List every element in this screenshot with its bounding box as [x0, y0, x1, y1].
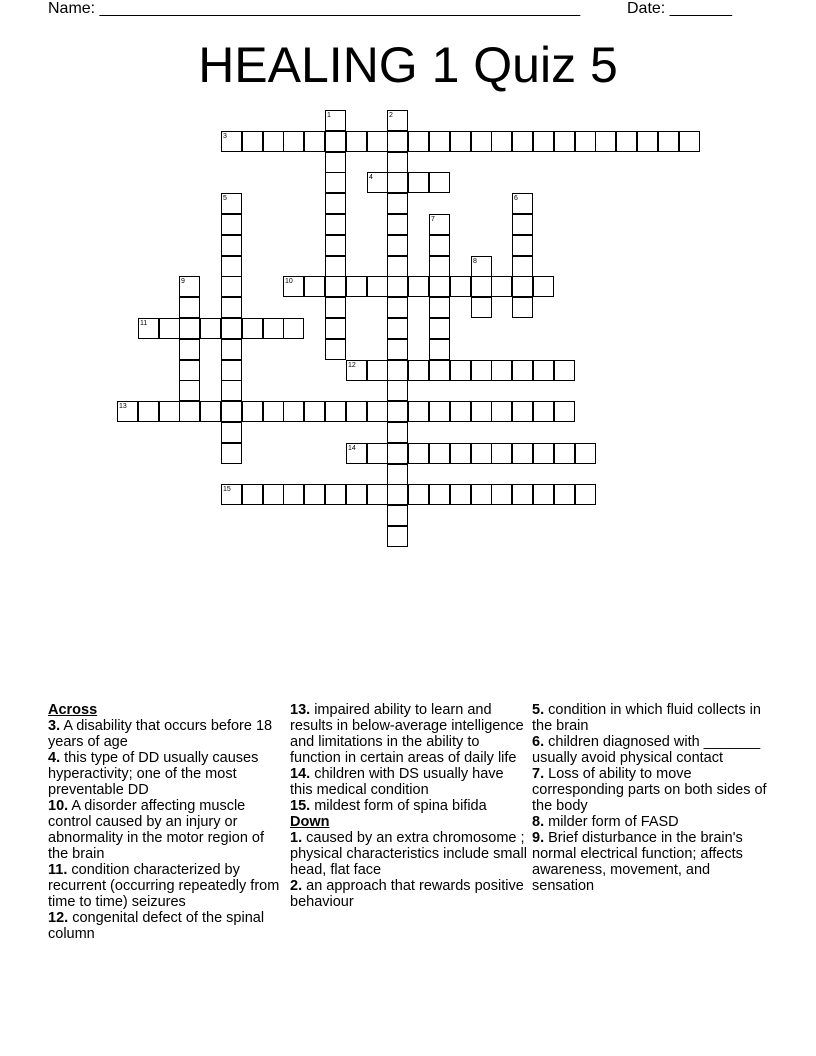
down-clue-5: 5. condition in which fluid collects in the brain: [532, 702, 761, 734]
grid-cell[interactable]: [325, 484, 346, 505]
clue-number: 2: [389, 112, 393, 119]
grid-cell[interactable]: [325, 297, 346, 318]
grid-cell[interactable]: [387, 505, 408, 526]
clue-number: 11: [140, 320, 148, 327]
grid-cell[interactable]: [325, 256, 346, 277]
grid-cell[interactable]: [221, 131, 242, 152]
grid-cell[interactable]: [221, 276, 242, 297]
grid-cell[interactable]: [429, 484, 450, 505]
grid-cell[interactable]: [471, 401, 492, 422]
grid-cell[interactable]: [471, 484, 492, 505]
grid-cell[interactable]: [179, 318, 200, 339]
across-clue-14: 14. children with DS usually have this medical condition: [290, 766, 504, 798]
grid-cell[interactable]: [471, 360, 492, 381]
grid-cell[interactable]: [533, 401, 554, 422]
grid-cell[interactable]: [429, 235, 450, 256]
grid-cell[interactable]: [408, 360, 429, 381]
grid-cell[interactable]: [387, 172, 408, 193]
grid-cell[interactable]: [242, 484, 263, 505]
clue-number: 6: [514, 195, 518, 202]
grid-cell[interactable]: [554, 484, 575, 505]
grid-cell[interactable]: [221, 214, 242, 235]
grid-cell[interactable]: [200, 318, 221, 339]
grid-cell[interactable]: [450, 401, 471, 422]
grid-cell[interactable]: [325, 318, 346, 339]
grid-cell[interactable]: [554, 131, 575, 152]
grid-cell[interactable]: [616, 131, 637, 152]
grid-cell[interactable]: [533, 276, 554, 297]
grid-cell[interactable]: [387, 464, 408, 485]
grid-cell[interactable]: [429, 339, 450, 360]
grid-cell[interactable]: [221, 422, 242, 443]
grid-cell[interactable]: [387, 401, 408, 422]
grid-cell[interactable]: [408, 401, 429, 422]
grid-cell[interactable]: [429, 276, 450, 297]
grid-cell[interactable]: [575, 484, 596, 505]
clues-column-2: [290, 702, 528, 910]
grid-cell[interactable]: [387, 152, 408, 173]
date-field[interactable]: Date: _______: [627, 0, 732, 17]
grid-cell[interactable]: [263, 318, 284, 339]
grid-cell[interactable]: [304, 401, 325, 422]
grid-cell[interactable]: [367, 360, 388, 381]
grid-cell[interactable]: [450, 131, 471, 152]
grid-cell[interactable]: [429, 256, 450, 277]
clue-number: 9: [181, 278, 185, 285]
grid-cell[interactable]: [367, 401, 388, 422]
grid-cell[interactable]: [512, 297, 533, 318]
grid-cell[interactable]: [346, 401, 367, 422]
grid-cell[interactable]: [325, 172, 346, 193]
across-clue-13: 13. impaired ability to learn and results in below-average intelligence and limitations in the ability to function in certain areas of daily life: [290, 702, 524, 766]
grid-cell[interactable]: [346, 131, 367, 152]
grid-cell[interactable]: [408, 131, 429, 152]
across-clue-10: 10. A disorder affecting muscle control caused by an injury or abnormality in the motor region of the brain: [48, 798, 264, 862]
down-heading: Down: [290, 814, 330, 830]
grid-cell[interactable]: [512, 235, 533, 256]
grid-cell[interactable]: [304, 484, 325, 505]
grid-cell[interactable]: [387, 443, 408, 464]
grid-cell[interactable]: [221, 443, 242, 464]
grid-cell[interactable]: [471, 276, 492, 297]
grid-cell[interactable]: [387, 360, 408, 381]
clue-number: 1: [327, 112, 331, 119]
across-clue-4: 4. this type of DD usually causes hyperactivity; one of the most preventable DD: [48, 750, 259, 798]
grid-cell[interactable]: [533, 131, 554, 152]
across-clue-3: 3. A disability that occurs before 18 years of age: [48, 718, 273, 750]
grid-cell[interactable]: [512, 131, 533, 152]
grid-cell[interactable]: [387, 380, 408, 401]
grid-cell[interactable]: [554, 401, 575, 422]
grid-cell[interactable]: [283, 131, 304, 152]
grid-cell[interactable]: [221, 193, 242, 214]
page-title: HEALING 1 Quiz 5: [198, 37, 618, 93]
grid-cell[interactable]: [387, 256, 408, 277]
grid-cell[interactable]: [450, 276, 471, 297]
clue-number: 4: [369, 174, 373, 181]
grid-cell[interactable]: [491, 276, 512, 297]
grid-cell[interactable]: [429, 214, 450, 235]
grid-cell[interactable]: [512, 401, 533, 422]
grid-cell[interactable]: [179, 360, 200, 381]
grid-cell[interactable]: [512, 256, 533, 277]
grid-cell[interactable]: [387, 526, 408, 547]
grid-cell[interactable]: [450, 484, 471, 505]
grid-cell[interactable]: [387, 110, 408, 131]
grid-cell[interactable]: [491, 131, 512, 152]
grid-cell[interactable]: [512, 360, 533, 381]
grid-cell[interactable]: [554, 443, 575, 464]
grid-cell[interactable]: [242, 401, 263, 422]
down-clue-2: 2. an approach that rewards positive behaviour: [290, 878, 524, 910]
grid-cell[interactable]: [242, 318, 263, 339]
grid-cell[interactable]: [679, 131, 700, 152]
grid-cell[interactable]: [283, 318, 304, 339]
grid-cell[interactable]: [179, 276, 200, 297]
grid-cell[interactable]: [325, 276, 346, 297]
grid-cell[interactable]: [450, 360, 471, 381]
grid-cell[interactable]: [325, 214, 346, 235]
grid-cell[interactable]: [346, 360, 367, 381]
grid-cell[interactable]: [179, 339, 200, 360]
grid-cell[interactable]: [179, 380, 200, 401]
grid-cell[interactable]: [263, 401, 284, 422]
grid-cell[interactable]: [512, 193, 533, 214]
grid-cell[interactable]: [637, 131, 658, 152]
grid-cell[interactable]: [512, 484, 533, 505]
grid-cell[interactable]: [367, 484, 388, 505]
grid-cell[interactable]: [554, 360, 575, 381]
grid-cell[interactable]: [263, 131, 284, 152]
grid-cell[interactable]: [429, 443, 450, 464]
grid-cell[interactable]: [387, 276, 408, 297]
clue-number: 15: [223, 486, 231, 493]
grid-cell[interactable]: [325, 110, 346, 131]
grid-cell[interactable]: [471, 297, 492, 318]
down-clue-8: 8. milder form of FASD: [532, 814, 679, 830]
grid-cell[interactable]: [512, 214, 533, 235]
grid-cell[interactable]: [325, 339, 346, 360]
grid-cell[interactable]: [575, 131, 596, 152]
grid-cell[interactable]: [491, 360, 512, 381]
grid-cell[interactable]: [533, 360, 554, 381]
grid-cell[interactable]: [221, 484, 242, 505]
grid-cell[interactable]: [138, 401, 159, 422]
grid-cell[interactable]: [325, 152, 346, 173]
clues-column-3: [532, 702, 767, 894]
grid-cell[interactable]: [429, 360, 450, 381]
grid-cell[interactable]: [595, 131, 616, 152]
clue-number: 13: [119, 403, 127, 410]
grid-cell[interactable]: [283, 276, 304, 297]
clue-number: 3: [223, 133, 227, 140]
grid-cell[interactable]: [387, 214, 408, 235]
grid-cell[interactable]: [429, 318, 450, 339]
grid-cell[interactable]: [304, 276, 325, 297]
grid-cell[interactable]: [533, 443, 554, 464]
grid-cell[interactable]: [387, 297, 408, 318]
grid-cell[interactable]: [408, 172, 429, 193]
clue-number: 12: [348, 362, 356, 369]
grid-cell[interactable]: [325, 131, 346, 152]
grid-cell[interactable]: [387, 339, 408, 360]
grid-cell[interactable]: [658, 131, 679, 152]
grid-cell[interactable]: [346, 276, 367, 297]
grid-cell[interactable]: [200, 401, 221, 422]
across-heading: Across: [48, 702, 98, 718]
grid-cell[interactable]: [221, 318, 242, 339]
grid-cell[interactable]: [429, 131, 450, 152]
grid-cell[interactable]: [408, 443, 429, 464]
grid-cell[interactable]: [387, 422, 408, 443]
grid-cell[interactable]: [367, 131, 388, 152]
grid-cell[interactable]: [471, 131, 492, 152]
grid-cell[interactable]: [387, 193, 408, 214]
grid-cell[interactable]: [117, 401, 138, 422]
name-field[interactable]: Name: ______________________________________________________: [48, 0, 581, 17]
grid-cell[interactable]: [179, 297, 200, 318]
grid-cell[interactable]: [283, 484, 304, 505]
grid-cell[interactable]: [325, 401, 346, 422]
clues-column-1: [48, 702, 280, 942]
clue-number: 10: [285, 278, 293, 285]
grid-cell[interactable]: [408, 484, 429, 505]
grid-cell[interactable]: [221, 380, 242, 401]
grid-cell[interactable]: [221, 401, 242, 422]
grid-cell[interactable]: [387, 235, 408, 256]
clue-number: 14: [348, 445, 356, 452]
grid-cell[interactable]: [346, 443, 367, 464]
down-clue-7: 7. Loss of ability to move corresponding parts on both sides of the body: [532, 766, 767, 814]
clue-number: 5: [223, 195, 227, 202]
grid-cell[interactable]: [533, 484, 554, 505]
grid-cell[interactable]: [491, 484, 512, 505]
grid-cell[interactable]: [408, 276, 429, 297]
grid-cell[interactable]: [450, 443, 471, 464]
grid-cell[interactable]: [242, 131, 263, 152]
down-clue-6: 6. children diagnosed with _______ usually avoid physical contact: [532, 734, 761, 766]
grid-cell[interactable]: [471, 443, 492, 464]
grid-cell[interactable]: [367, 443, 388, 464]
grid-cell[interactable]: [325, 193, 346, 214]
grid-cell[interactable]: [221, 235, 242, 256]
grid-cell[interactable]: [221, 297, 242, 318]
clue-number: 8: [473, 258, 477, 265]
grid-cell[interactable]: [179, 401, 200, 422]
grid-cell[interactable]: [283, 401, 304, 422]
grid-cell[interactable]: [512, 276, 533, 297]
grid-cell[interactable]: [387, 484, 408, 505]
grid-cell[interactable]: [346, 484, 367, 505]
grid-cell[interactable]: [159, 401, 180, 422]
grid-cell[interactable]: [491, 401, 512, 422]
grid-cell[interactable]: [429, 297, 450, 318]
grid-cell[interactable]: [471, 256, 492, 277]
grid-cell[interactable]: [387, 131, 408, 152]
clue-number: 7: [431, 216, 435, 223]
down-clue-1: 1. caused by an extra chromosome ; physical characteristics include small head, flat face: [290, 830, 527, 878]
grid-cell[interactable]: [575, 443, 596, 464]
grid-cell[interactable]: [429, 401, 450, 422]
across-clue-11: 11. condition characterized by recurrent (occurring repeatedly from time to time) seizures: [48, 862, 280, 910]
across-clue-12: 12. congenital defect of the spinal column: [48, 910, 265, 942]
grid-cell[interactable]: [491, 443, 512, 464]
grid-cell[interactable]: [512, 443, 533, 464]
grid-cell[interactable]: [367, 276, 388, 297]
grid-cell[interactable]: [221, 339, 242, 360]
across-clue-15: 15. mildest form of spina bifida: [290, 798, 487, 814]
grid-cell[interactable]: [138, 318, 159, 339]
grid-cell[interactable]: [325, 235, 346, 256]
down-clue-9: 9. Brief disturbance in the brain's normal electrical function; affects awareness, movement, and sensation: [532, 830, 743, 894]
grid-cell[interactable]: [304, 131, 325, 152]
grid-cell[interactable]: [429, 172, 450, 193]
grid-cell[interactable]: [367, 172, 388, 193]
grid-cell[interactable]: [159, 318, 180, 339]
grid-cell[interactable]: [387, 318, 408, 339]
grid-cell[interactable]: [221, 256, 242, 277]
grid-cell[interactable]: [263, 484, 284, 505]
grid-cell[interactable]: [221, 360, 242, 381]
